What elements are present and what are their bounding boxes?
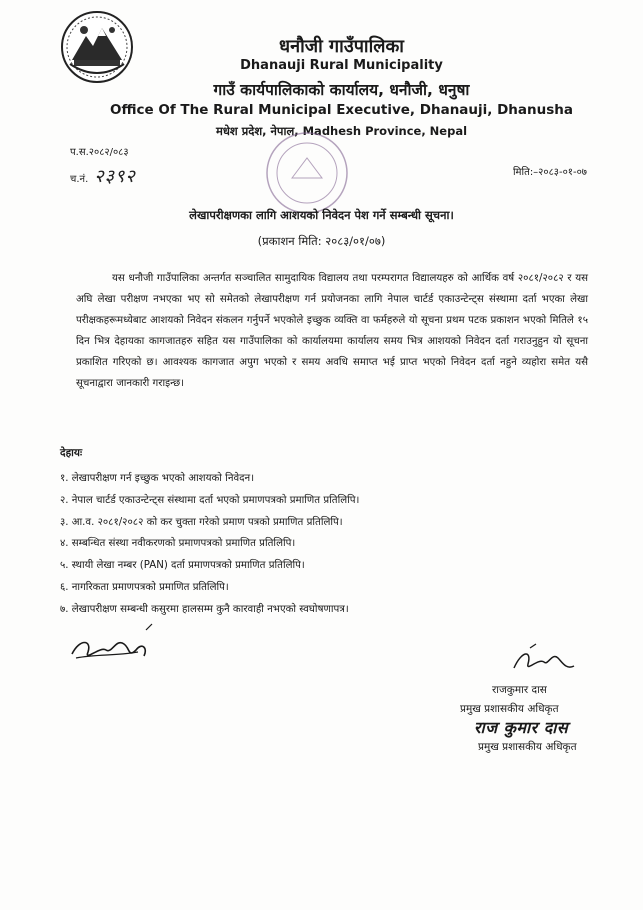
list-item: ५. स्थायी लेखा नम्बर (PAN) दर्ता प्रमाणपत्रको प्रमाणित प्रतिलिपि। bbox=[60, 560, 305, 572]
letter-number: प.स.२०८२/०८३ bbox=[70, 147, 129, 158]
required-documents-list bbox=[60, 468, 600, 621]
letter-date: मिति:–२०८३-०१-०७ bbox=[512, 167, 587, 178]
list-item: २. नेपाल चार्टर्ड एकाउन्टेन्ट्स संस्थामा दर्ता भएको प्रमाणपत्रको प्रमाणित प्रतिलिपि। bbox=[60, 494, 360, 506]
municipality-name-nepali: धनौजी गाउँपालिका bbox=[279, 36, 404, 57]
list-item: १. लेखापरीक्षण गर्न इच्छुक भएको आशयको निवेदन। bbox=[60, 473, 255, 484]
office-stamp-icon bbox=[262, 128, 352, 218]
dispatch-number-label: च.नं. bbox=[70, 174, 89, 185]
left-signature-icon bbox=[66, 620, 162, 670]
dispatch-number bbox=[70, 164, 136, 188]
office-name-nepali: गाउँ कार्यपालिकाको कार्यालय, धनौजी, धनुषा bbox=[213, 81, 470, 99]
list-item: ६. नागरिकता प्रमाणपत्रको प्रमाणित प्रतिलिपि। bbox=[60, 581, 229, 593]
municipality-name-english: Dhanauji Rural Municipality bbox=[240, 58, 443, 73]
province-line: मधेश प्रदेश, नेपाल, Madhesh Province, Nepal bbox=[215, 124, 468, 138]
right-signature-icon bbox=[508, 640, 580, 680]
notice-body: यस धनौजी गाउँपालिका अन्तर्गत सञ्चालित सामुदायिक विद्यालय तथा परम्परागत विद्यालयहरु को आर्थिक वर्ष २०८१/२०८२ र यस अघि लेखा परीक्षण नभएका भए सो समेतको लेखापरीक्षण गर्न प्रयोजनका लागि नेपाल चार्टर्ड एकाउन्टेन्ट्स संस्थामा दर्ता भएका लेखा परीक्षकहरूमध्येबाट आशयको निवेदन संकलन गर्नुपर्ने भएकोले इच्छुक व्यक्ति वा फर्महरुले यो सूचना प्रथम पटक प्रकाशन भएको मितिले १५ दिन भित्र देहायका कागजातहरु सहित यस गाउँपालिका को कार्यालयमा कार्यालय समय भित्र आशयको निवेदन दर्ता गराउनुहुन यो सूचना प्रकाशित गरिएको छ। आवश्यक कागजात अपुग भएको र समय अवधि समाप्त भई प्राप्त भएको निवेदन दर्ता नहुने व्यहोरा समेत यसै सूचनाद्वारा जानकारी गराइन्छ। bbox=[76, 273, 588, 389]
notice-subject: लेखापरीक्षणका लागि आशयको निवेदन पेश गर्ने सम्बन्धी सूचना। bbox=[189, 208, 454, 222]
signatory-title: प्रमुख प्रशासकीय अधिकृत bbox=[460, 703, 559, 715]
list-item: ७. लेखापरीक्षण सम्बन्धी कसुरमा हालसम्म कुनै कारवाही नभएको स्वघोषणापत्र। bbox=[60, 603, 349, 615]
dispatch-number-value: २३९२ bbox=[94, 166, 136, 187]
publish-date: (प्रकाशन मिति: २०८३/०१/०७) bbox=[257, 234, 386, 248]
signatory-name: राजकुमार दास bbox=[492, 684, 547, 696]
signatory-stamp-title: प्रमुख प्रशासकीय अधिकृत bbox=[478, 741, 577, 753]
list-item: ४. सम्बन्धित संस्था नवीकरणको प्रमाणपत्रको प्रमाणित प्रतिलिपि। bbox=[60, 538, 296, 550]
signatory-stamp-name: राज कुमार दास bbox=[474, 718, 569, 737]
documents-heading: देहायः bbox=[60, 447, 83, 459]
list-item: ३. आ.व. २०८१/२०८२ को कर चुक्ता गरेको प्रमाण पत्रको प्रमाणित प्रतिलिपि। bbox=[60, 516, 343, 528]
office-name-english: Office Of The Rural Municipal Executive, Dhanauji, Dhanusha bbox=[109, 102, 574, 118]
